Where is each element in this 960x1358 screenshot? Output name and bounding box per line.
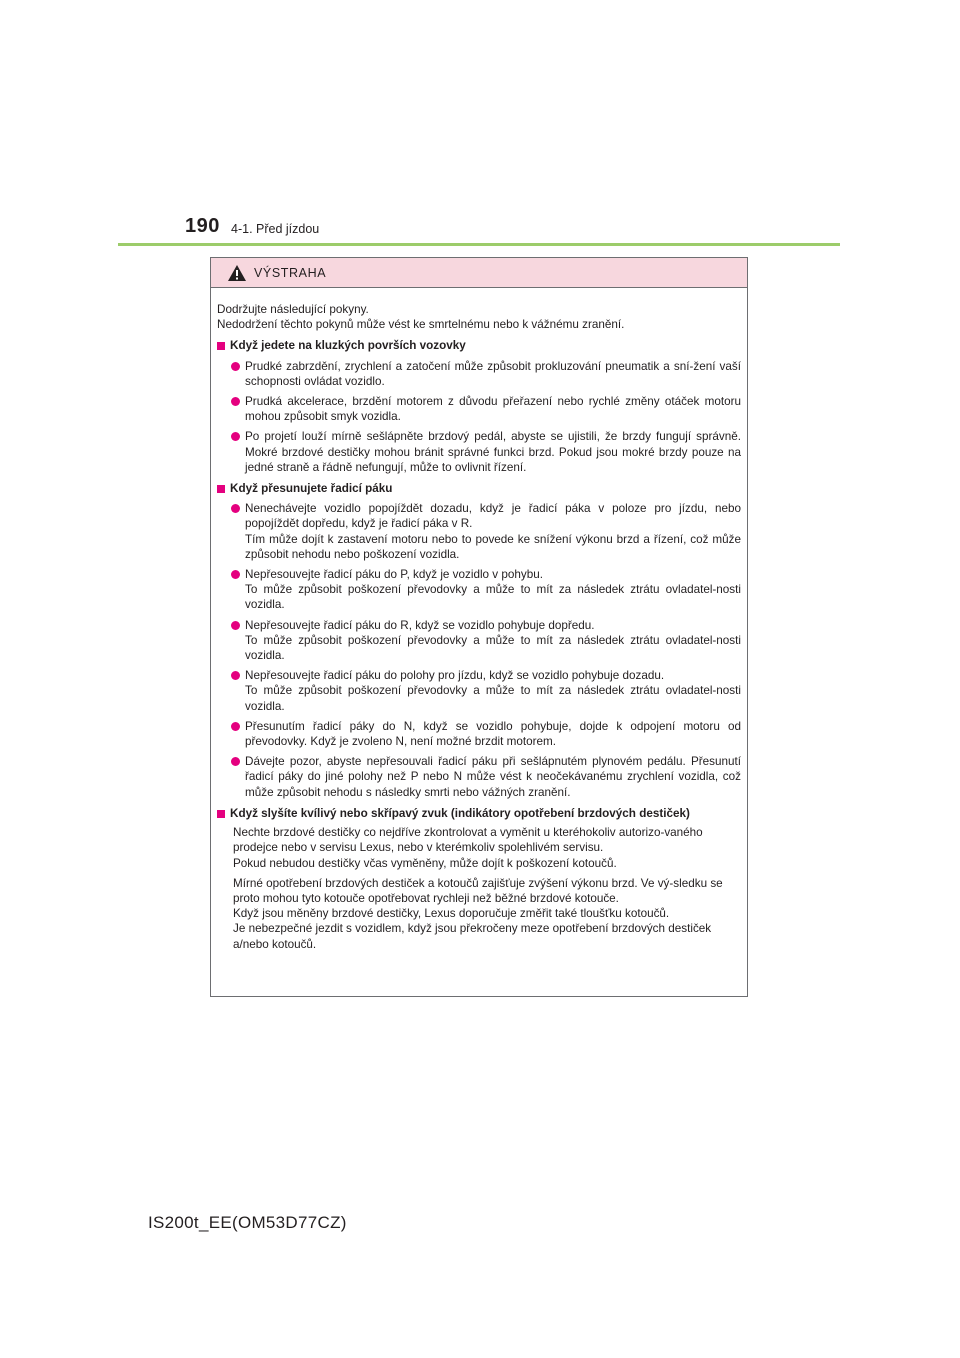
section-title: 4-1. Před jízdou bbox=[231, 222, 320, 236]
square-bullet-icon bbox=[217, 810, 225, 818]
paragraph-line: Mírné opotřebení brzdových destiček a kotoučů zajišťuje zvýšení výkonu brzd. Ve vý-sledku se proto mohou tyto kotouče opotřebovat rychleji než běžné brzdové kotouče. bbox=[233, 876, 723, 905]
paragraph-line: Pokud nebudou destičky včas vyměněny, může dojít k poškození kotoučů. bbox=[233, 856, 617, 870]
list-item bbox=[217, 719, 741, 749]
round-bullet-icon bbox=[231, 570, 240, 579]
bullet-text: Po projetí louží mírně sešlápněte brzdový pedál, abyste se ujistili, že brzdy fungují správně. Mokré brzdové destičky mohou bránit správné funkci brzd. Pokud jsou mokré brzdy pouze na jedné straně a řádně nefungují, může to ovlivnit řízení. bbox=[245, 430, 741, 474]
warning-triangle-icon bbox=[227, 264, 247, 282]
intro-line: Nedodržení těchto pokynů může vést ke smrtelnému nebo k vážnému zranění. bbox=[217, 318, 625, 332]
list-item bbox=[217, 359, 741, 389]
square-bullet-icon bbox=[217, 485, 225, 493]
bullet-text: Nepřesouvejte řadicí páku do P, když je vozidlo v pohybu. bbox=[245, 568, 543, 582]
warning-intro bbox=[217, 302, 741, 332]
round-bullet-icon bbox=[231, 397, 240, 406]
section-heading bbox=[217, 481, 741, 496]
round-bullet-icon bbox=[231, 722, 240, 731]
section-heading bbox=[217, 806, 741, 821]
bullet-text: To může způsobit poškození převodovky a může to mít za následek ztrátu ovladatel-nosti vozidla. bbox=[245, 583, 741, 612]
round-bullet-icon bbox=[231, 671, 240, 680]
bullet-text: Nepřesouvejte řadicí páku do R, když se vozidlo pohybuje dopředu. bbox=[245, 618, 595, 632]
square-bullet-icon bbox=[217, 342, 225, 350]
bullet-text: Tím může dojít k zastavení motoru nebo to povede ke snížení výkonu brzd a řízení, což může způsobit nehodu nebo poškození vozidla. bbox=[245, 532, 741, 561]
bullet-text: Nenechávejte vozidlo popojíždět dozadu, když je řadicí páka v poloze pro jízdu, nebo popojíždět dopředu, když je řadicí páka v R. bbox=[245, 502, 741, 531]
list-item bbox=[217, 394, 741, 424]
section-heading bbox=[217, 338, 741, 353]
list-item bbox=[217, 668, 741, 714]
section-heading-text: Když přesunujete řadicí páku bbox=[230, 482, 393, 496]
bullet-text: Přesunutím řadicí páky do N, když se vozidlo pohybuje, dojde k odpojení motoru od převodovky. Když je zvoleno N, není možné brzdit motorem. bbox=[245, 719, 741, 749]
round-bullet-icon bbox=[231, 362, 240, 371]
section-heading-text: Když slyšíte kvílivý nebo skřípavý zvuk (indikátory opotřebení brzdových destiček) bbox=[230, 806, 690, 820]
round-bullet-icon bbox=[231, 621, 240, 630]
list-item bbox=[217, 567, 741, 613]
warning-title: VÝSTRAHA bbox=[254, 265, 327, 280]
list-item bbox=[217, 429, 741, 475]
round-bullet-icon bbox=[231, 504, 240, 513]
page-number: 190 bbox=[185, 215, 220, 237]
header-divider bbox=[118, 243, 840, 246]
paragraph bbox=[217, 825, 741, 871]
bullet-text: To může způsobit poškození převodovky a může to mít za následek ztrátu ovladatel-nosti vozidla. bbox=[245, 633, 741, 663]
bullet-text: To může způsobit poškození převodovky a může to mít za následek ztrátu ovladatel-nosti vozidla. bbox=[245, 684, 741, 713]
warning-box bbox=[210, 257, 748, 997]
bullet-text: Prudká akcelerace, brzdění motorem z důvodu přeřazení nebo rychlé změny otáček motoru mohou způsobit smyk vozidla. bbox=[245, 395, 741, 424]
bullet-text: Prudké zabrzdění, zrychlení a zatočení může způsobit prokluzování pneumatik a sní-žení vaší schopnosti ovládat vozidlo. bbox=[245, 359, 741, 388]
intro-line: Dodržujte následující pokyny. bbox=[217, 303, 369, 316]
paragraph-line: Když jsou měněny brzdové destičky, Lexus doporučuje změřit také tloušťku kotoučů. bbox=[233, 907, 670, 921]
list-item bbox=[217, 501, 741, 562]
section-heading-text: Když jedete na kluzkých površích vozovky bbox=[230, 339, 466, 353]
bullet-text: Dávejte pozor, abyste nepřesouvali řadicí páku při sešlápnutém plynovém pedálu. Přesunutí řadicí páky do jiné polohy než P nebo N může vést k neočekávanému zrychlení vozidla, což může způsobit nehodu s následky smrti nebo vážných zranění. bbox=[245, 755, 741, 799]
paragraph-line: Nechte brzdové destičky co nejdříve zkontrolovat a vyměnit u kteréhokoliv autorizo-vaného prodejce nebo v servisu Lexus, nebo v kterémkoliv spolehlivém servisu. bbox=[233, 826, 703, 855]
round-bullet-icon bbox=[231, 757, 240, 766]
footer-document-code: IS200t_EE(OM53D77CZ) bbox=[148, 1213, 347, 1232]
paragraph bbox=[217, 876, 741, 952]
warning-header bbox=[211, 258, 747, 288]
paragraph-line: Je nebezpečné jezdit s vozidlem, když jsou překročeny meze opotřebení brzdových destiček a/nebo kotoučů. bbox=[233, 922, 712, 951]
warning-body bbox=[211, 288, 747, 952]
bullet-text: Nepřesouvejte řadicí páku do polohy pro jízdu, když se vozidlo pohybuje dozadu. bbox=[245, 669, 665, 683]
round-bullet-icon bbox=[231, 432, 240, 441]
list-item bbox=[217, 754, 741, 800]
list-item bbox=[217, 618, 741, 664]
